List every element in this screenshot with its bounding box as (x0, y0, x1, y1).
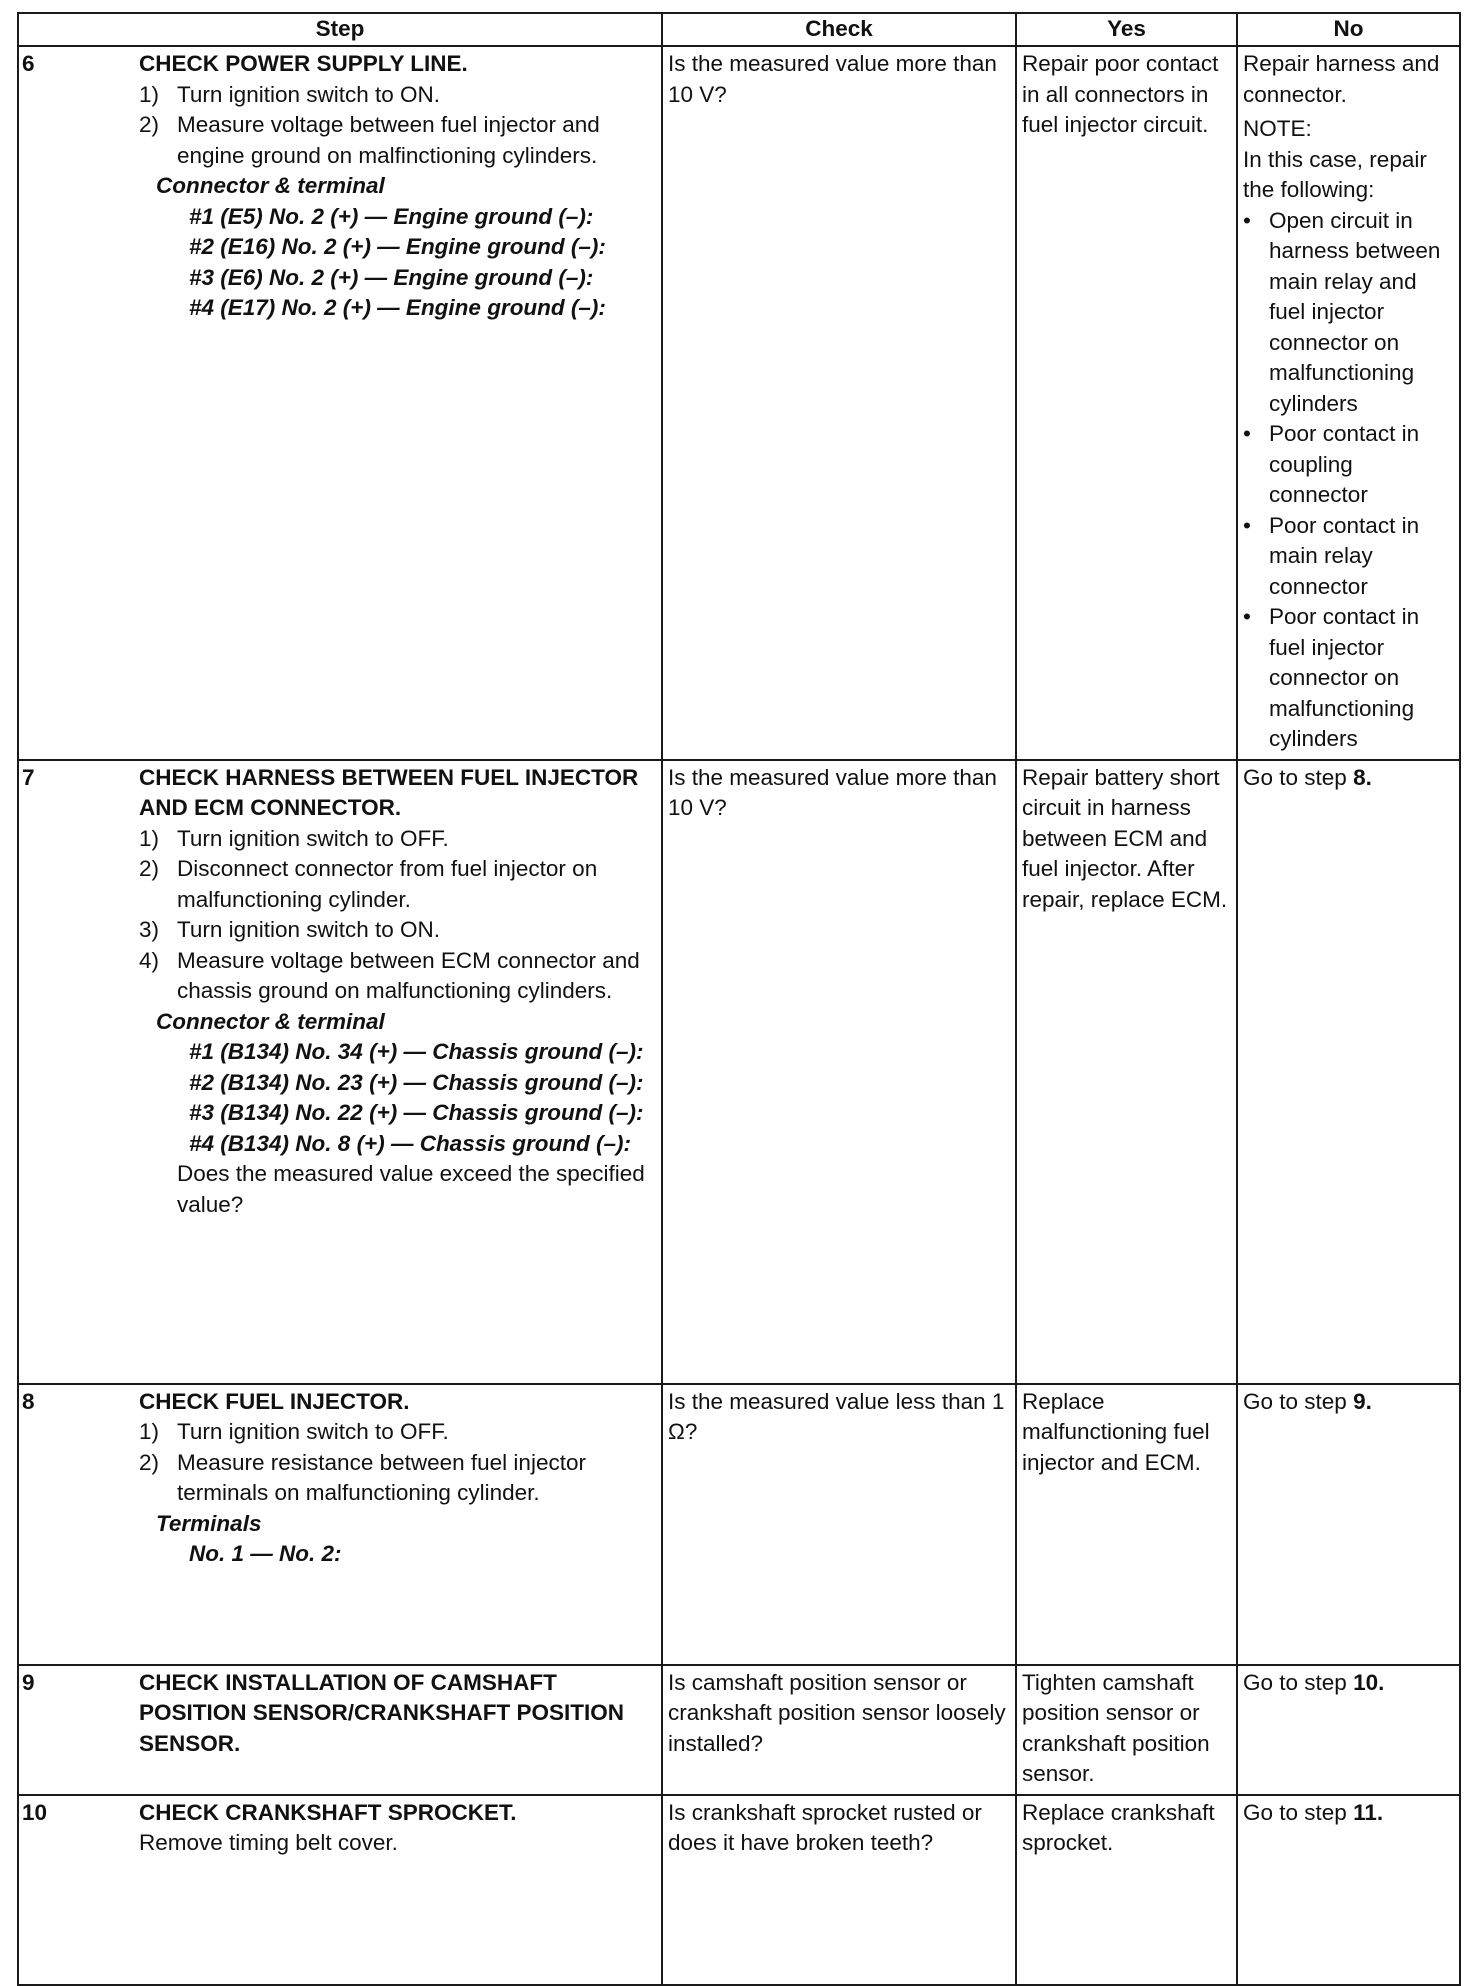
goto-step: 10. (1353, 1669, 1385, 1695)
procedure-item: 1) Turn ignition switch to OFF. (139, 1419, 449, 1444)
step-number: 6 (22, 51, 35, 76)
terminal-spec: #3 (B134) No. 22 (+) — Chassis ground (–): (189, 1100, 644, 1125)
step-title: CHECK FUEL INJECTOR. (139, 1388, 410, 1414)
terminal-spec: #3 (E6) No. 2 (+) — Engine ground (–): (189, 264, 594, 290)
step-body: Remove timing belt cover. (139, 1830, 398, 1855)
procedure-item: 4) Measure voltage between ECM connector and chassis ground on malfunctioning cylinders. (139, 947, 640, 1003)
terminal-spec: #4 (E17) No. 2 (+) — Engine ground (–): (189, 295, 606, 320)
procedure-item: 3) Turn ignition switch to ON. (139, 917, 441, 942)
procedure-item: 1) Turn ignition switch to OFF. (139, 825, 449, 851)
procedure-item: 1) Turn ignition switch to ON. (139, 81, 441, 107)
procedure-list (139, 80, 656, 172)
diagnostic-table (17, 12, 1461, 1986)
step-cell (18, 1384, 662, 1665)
connector-heading: Connector & terminal (156, 173, 385, 198)
step-number: 10 (22, 1799, 48, 1825)
check-cell: Is camshaft position sensor or crankshaft position sensor loosely installed? (662, 1665, 1016, 1795)
goto-step: 8. (1353, 764, 1372, 790)
check-cell: Is the measured value more than 10 V? (662, 46, 1016, 760)
step-cell (18, 760, 662, 1384)
yes-cell: Replace malfunctioning fuel injector and ECM. (1016, 1384, 1237, 1665)
table-row (18, 1795, 1460, 1985)
step-number: 8 (22, 1388, 35, 1414)
note-bullet: • Poor contact in coupling connector (1243, 421, 1420, 507)
terminal-spec: No. 1 — No. 2: (189, 1541, 342, 1566)
step-title: CHECK POWER SUPPLY LINE. (139, 51, 468, 76)
terminal-spec: #2 (B134) No. 23 (+) — Chassis ground (–): (189, 1069, 644, 1095)
goto-step: 11. (1353, 1799, 1384, 1825)
step-number: 7 (22, 764, 35, 790)
procedure-list (139, 824, 656, 1007)
step-number: 9 (22, 1669, 35, 1695)
step-title: CHECK CRANKSHAFT SPROCKET. (139, 1799, 517, 1825)
table-row (18, 46, 1460, 760)
no-cell: Go to step 11. (1237, 1795, 1460, 1985)
terminal-spec: #4 (B134) No. 8 (+) — Chassis ground (–): (189, 1130, 631, 1156)
no-cell: Go to step 9. (1237, 1384, 1460, 1665)
note-intro: In this case, repair the following: (1243, 146, 1427, 202)
no-cell: Go to step 10. (1237, 1665, 1460, 1795)
step-cell (18, 1795, 662, 1985)
yes-cell: Tighten camshaft position sensor or crankshaft position sensor. (1016, 1665, 1237, 1795)
no-cell: Go to step 8. (1237, 760, 1460, 1384)
connector-heading: Connector & terminal (156, 1008, 385, 1034)
procedure-item: 2) Measure resistance between fuel injector terminals on malfunctioning cylinder. (139, 1449, 586, 1505)
note-bullet: • Open circuit in harness between main relay and fuel injector connector on malfunctioning cylinders (1243, 207, 1441, 416)
header-check: Check (662, 13, 1016, 46)
step-cell (18, 1665, 662, 1795)
yes-cell: Replace crankshaft sprocket. (1016, 1795, 1237, 1985)
note-bullet: • Poor contact in fuel injector connector on malfunctioning cylinders (1243, 604, 1420, 751)
step-question: Does the measured value exceed the specified value? (177, 1161, 645, 1217)
connector-heading: Terminals (156, 1510, 262, 1536)
terminal-spec: #2 (E16) No. 2 (+) — Engine ground (–): (189, 234, 606, 259)
goto-step: 9. (1353, 1388, 1372, 1414)
terminal-spec: #1 (E5) No. 2 (+) — Engine ground (–): (189, 203, 594, 229)
procedure-item: 2) Measure voltage between fuel injector and engine ground on malfinctioning cylinders. (139, 112, 600, 168)
check-cell: Is the measured value more than 10 V? (662, 760, 1016, 1384)
table-row (18, 760, 1460, 1384)
table-row (18, 1665, 1460, 1795)
step-title: CHECK INSTALLATION OF CAMSHAFT POSITION SENSOR/CRANKSHAFT POSITION SENSOR. (139, 1669, 625, 1756)
step-title: CHECK HARNESS BETWEEN FUEL INJECTOR AND ECM CONNECTOR. (139, 764, 639, 820)
header-yes: Yes (1016, 13, 1237, 46)
check-cell: Is the measured value less than 1 Ω? (662, 1384, 1016, 1665)
procedure-item: 2) Disconnect connector from fuel injector on malfunctioning cylinder. (139, 856, 598, 912)
check-cell: Is crankshaft sprocket rusted or does it have broken teeth? (662, 1795, 1016, 1985)
table-row (18, 1384, 1460, 1665)
terminal-spec: #1 (B134) No. 34 (+) — Chassis ground (–): (189, 1039, 644, 1064)
header-row (18, 13, 1460, 46)
header-step: Step (18, 13, 662, 46)
no-action: Repair harness and connector. (1243, 51, 1440, 107)
yes-cell: Repair poor contact in all connectors in fuel injector circuit. (1016, 46, 1237, 760)
header-no: No (1237, 13, 1460, 46)
yes-cell: Repair battery short circuit in harness between ECM and fuel injector. After repair, replace ECM. (1016, 760, 1237, 1384)
step-cell (18, 46, 662, 760)
no-cell (1237, 46, 1460, 760)
note-label: NOTE: (1243, 116, 1312, 141)
note-bullet: • Poor contact in main relay connector (1243, 512, 1420, 599)
procedure-list (139, 1417, 656, 1509)
